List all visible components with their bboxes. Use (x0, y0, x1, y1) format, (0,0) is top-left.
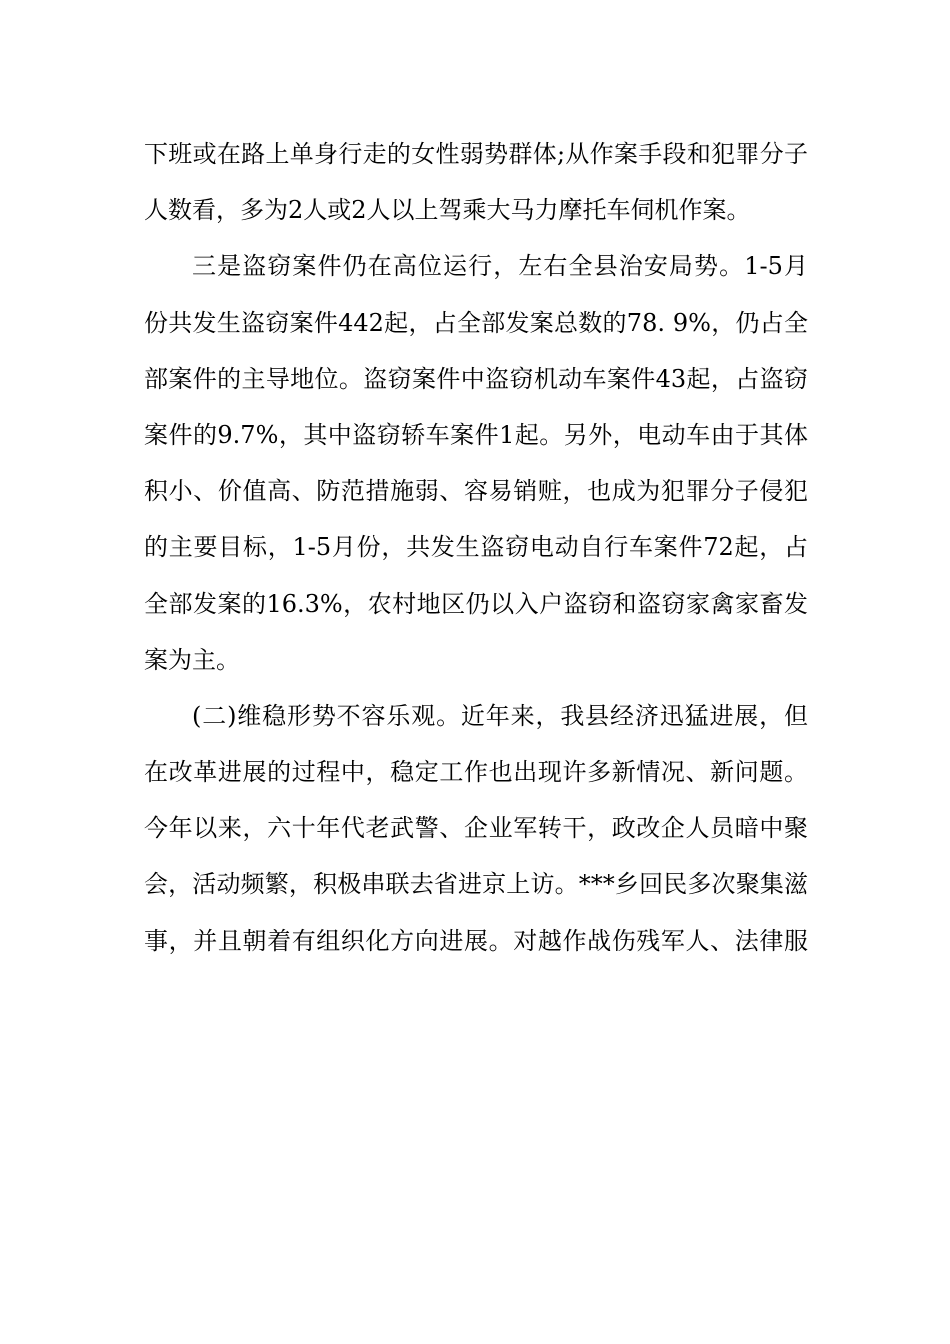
text-line: 部案件的主导地位。盗窃案件中盗窃机动车案件43起，占盗窃 (144, 364, 808, 393)
text-line: 今年以来，六十年代老武警、企业军转干，政改企人员暗中聚 (144, 814, 808, 843)
text-line: 下班或在路上单身行走的女性弱势群体;从作案手段和犯罪分子 (144, 140, 808, 168)
text-line: 案为主。 (144, 645, 240, 674)
text-line: 人数看，多为2人或2人以上驾乘大马力摩托车伺机作案。 (144, 196, 751, 225)
text-line: 事，并且朝着有组织化方向进展。对越作战伤残军人、法律服 (144, 926, 808, 955)
body-text (144, 126, 808, 969)
text-line: 在改革进展的过程中，稳定工作也出现许多新情况、新问题。 (144, 758, 808, 787)
text-line: 的主要目标，1-5月份，共发生盗窃电动自行车案件72起，占 (144, 533, 808, 562)
text-line: 积小、价值高、防范措施弱、容易销赃，也成为犯罪分子侵犯 (144, 477, 808, 506)
text-line: 份共发生盗窃案件442起，占全部发案总数的78. 9%，仍占全 (144, 308, 808, 337)
text-line: 会，活动频繁，积极串联去省进京上访。***乡回民多次聚集滋 (144, 870, 808, 899)
paragraph-first-line: (二)维稳形势不容乐观。近年来，我县经济迅猛进展，但 (192, 701, 808, 730)
paragraph-first-line: 三是盗窃案件仍在高位运行，左右全县治安局势。1-5月 (192, 252, 808, 281)
text-line: 全部发案的16.3%，农村地区仍以入户盗窃和盗窃家禽家畜发 (144, 589, 808, 618)
text-line: 案件的9.7%，其中盗窃轿车案件1起。另外，电动车由于其体 (144, 420, 808, 449)
